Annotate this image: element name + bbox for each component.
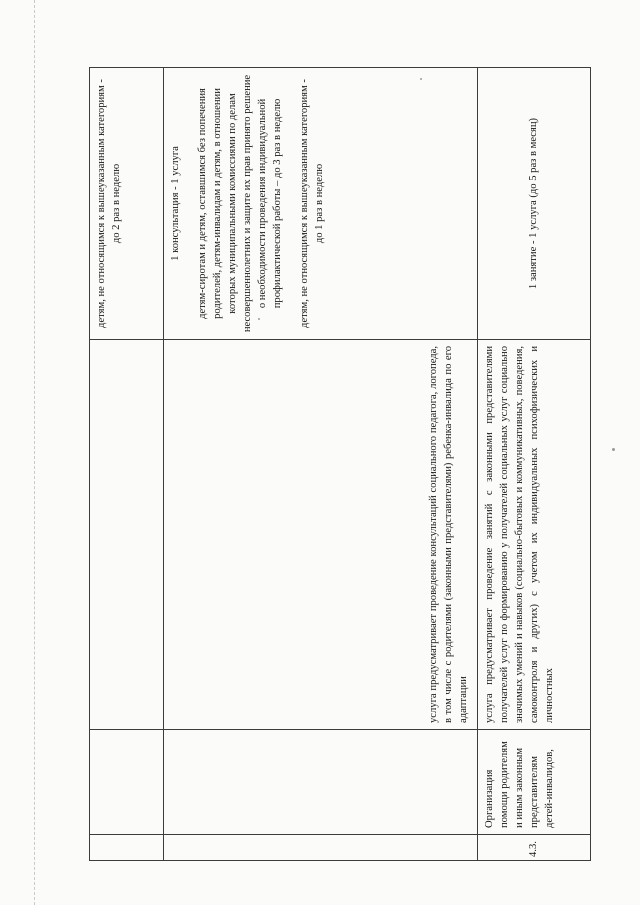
rotated-page-frame	[89, 68, 590, 861]
table-row	[164, 68, 478, 861]
frequency-text: 1 занятие - 1 услуга (до 5 раз в месяц)	[528, 117, 540, 290]
cell-name-empty	[164, 730, 478, 835]
cell-frequency	[90, 68, 164, 340]
frequency-text: детям, не относящимся к вышеуказанным категориям - до 2 раз в неделю	[96, 79, 123, 328]
cell-name	[478, 730, 591, 835]
frequency-line-2: детям-сиротам и детям, оставшимся без попечения родителей, детям-инвалидам и детям, в отношении которых муниципальными комиссиями по делам несовершеннолетних и защите их прав принято решение о необходимости проведения индивидуальной профилактической работы – до 3 раз в неделю	[197, 74, 284, 333]
frequency-line-3: детям, не относящимся к вышеуказанным категориям - до 1 раз в неделю	[299, 79, 326, 328]
description-text: услуга предусматривает проведение консультаций социального педагога, логопеда, в том числе с родителями (законными представителями) ребенка-инвалида по его адаптации	[427, 346, 469, 723]
item-number: 4.3.	[528, 841, 540, 857]
frequency-line-1: 1 консультация - 1 услуга	[170, 146, 181, 261]
rotated-table-wrapper	[89, 68, 590, 861]
cell-description-empty	[90, 340, 164, 730]
cell-frequency	[164, 68, 478, 340]
cell-number-empty	[90, 835, 164, 861]
table-row	[90, 68, 164, 861]
cell-frequency	[478, 68, 591, 340]
cell-description	[478, 340, 591, 730]
description-text: услуга предусматривает проведение занятий с законными представителями получателей услуг по формированию у получателей социальных услуг социально значимых умений и навыков (социально-бытовых и коммуникативных, поведения, самоконтроля и других) с учетом их индивидуальных психофизических и личностных	[484, 346, 556, 723]
cell-number	[478, 835, 591, 861]
cell-number-empty	[164, 835, 478, 861]
cell-description	[164, 340, 478, 730]
services-table	[89, 67, 591, 861]
cell-name-empty	[90, 730, 164, 835]
service-name: Организация помощи родителям и иным законным представителям детей-инвалидов,	[484, 741, 556, 828]
scan-speck	[612, 448, 615, 451]
table-row	[478, 68, 591, 861]
scan-margin-line	[34, 0, 35, 905]
